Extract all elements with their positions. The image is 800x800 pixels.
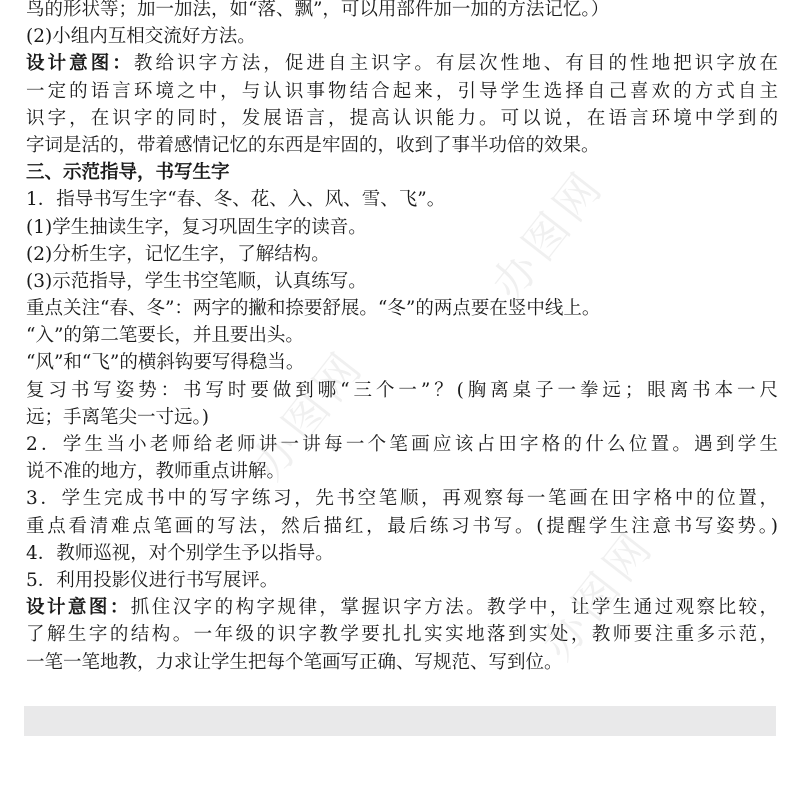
document-body — [26, 0, 778, 676]
line-text: (3)示范指导，学生书空笔顺，认真练写。 — [26, 270, 367, 292]
footer-bar — [24, 706, 776, 736]
line-text: 鸟的形状等；加一加法，如“落、飘”，可以用部件加一加的方法记忆。） — [26, 0, 610, 20]
text-line — [26, 241, 778, 268]
line-text: 重点关注“春、冬”：两字的撇和捺要舒展。“冬”的两点要在竖中线上。 — [26, 298, 601, 320]
line-text: 教给识字方法，促进自主识字。有层次性地、有目的性地把识字放在 — [133, 53, 778, 75]
text-line — [26, 132, 778, 159]
text-line — [26, 50, 778, 77]
text-line — [26, 540, 778, 567]
text-line — [26, 268, 778, 295]
line-text: “入”的第二笔要长，并且要出头。 — [26, 325, 304, 347]
line-text: 复习书写姿势：书写时要做到哪“三个一”？(胸离桌子一拳远；眼离书本一尺 — [26, 379, 778, 401]
text-line — [26, 23, 778, 50]
watermark: 办图网 — [532, 519, 665, 670]
line-text: 了解生字的结构。一年级的识字教学要扎扎实实地落到实处，教师要注重多示范， — [26, 624, 778, 646]
line-text: (2)小组内互相交流好方法。 — [26, 26, 256, 48]
line-text: (1)学生抽读生字，复习巩固生字的读音。 — [26, 216, 367, 238]
text-line — [26, 458, 778, 485]
line-text: 5．利用投影仪进行书写展评。 — [26, 569, 279, 591]
text-line — [26, 349, 778, 376]
watermark: 办图网 — [242, 339, 375, 490]
line-text: 重点看清难点笔画的写法，然后描红，最后练习书写。(提醒学生注意书写姿势。) — [26, 515, 778, 537]
line-text: 一笔一笔地教，力求让学生把每个笔画写正确、写规范、写到位。 — [26, 651, 563, 673]
line-text: 远；手离笔尖一寸远。) — [26, 406, 209, 428]
text-line — [26, 649, 778, 676]
section-label: 设计意图： — [26, 53, 134, 75]
line-text: 3．学生完成书中的写字练习，先书空笔顺，再观察每一笔画在田字格中的位置， — [26, 488, 778, 510]
section-label: 设计意图： — [26, 597, 131, 619]
text-line — [26, 404, 778, 431]
line-text: “风”和“飞”的横斜钩要写得稳当。 — [26, 352, 305, 374]
text-line — [26, 377, 778, 404]
line-text: 2．学生当小老师给老师讲一讲每一个笔画应该占田字格的什么位置。遇到学生 — [26, 434, 778, 455]
text-line — [26, 186, 778, 213]
text-line — [26, 214, 778, 241]
watermark: 办图网 — [482, 159, 615, 310]
text-line — [26, 431, 778, 458]
line-text: (2)分析生字，记忆生字，了解结构。 — [26, 243, 330, 265]
line-text: 识字，在识字的同时，发展语言，提高认识能力。可以说，在语言环境中学到的 — [26, 107, 778, 129]
line-text: 4．教师巡视，对个别学生予以指导。 — [26, 542, 334, 564]
text-line — [26, 159, 778, 186]
text-line — [26, 567, 778, 594]
text-line — [26, 295, 778, 322]
text-line — [26, 78, 778, 105]
text-line — [26, 513, 778, 540]
text-line — [26, 322, 778, 349]
line-text: 抓住汉字的构字规律，掌握识字方法。教学中，让学生通过观察比较， — [130, 597, 778, 619]
line-text: 说不准的地方，教师重点讲解。 — [26, 461, 286, 483]
text-line — [26, 0, 778, 23]
section-label: 三、示范指导，书写生字 — [26, 162, 230, 184]
text-line — [26, 105, 778, 132]
text-line — [26, 621, 778, 648]
line-text: 1．指导书写生字“春、冬、花、入、风、雪、飞”。 — [26, 189, 446, 211]
line-text: 一定的语言环境之中，与认识事物结合起来，引导学生选择自己喜欢的方式自主 — [26, 80, 778, 102]
text-line — [26, 485, 778, 512]
line-text: 字词是活的，带着感情记忆的东西是牢固的，收到了事半功倍的效果。 — [26, 134, 600, 156]
text-line — [26, 594, 778, 621]
